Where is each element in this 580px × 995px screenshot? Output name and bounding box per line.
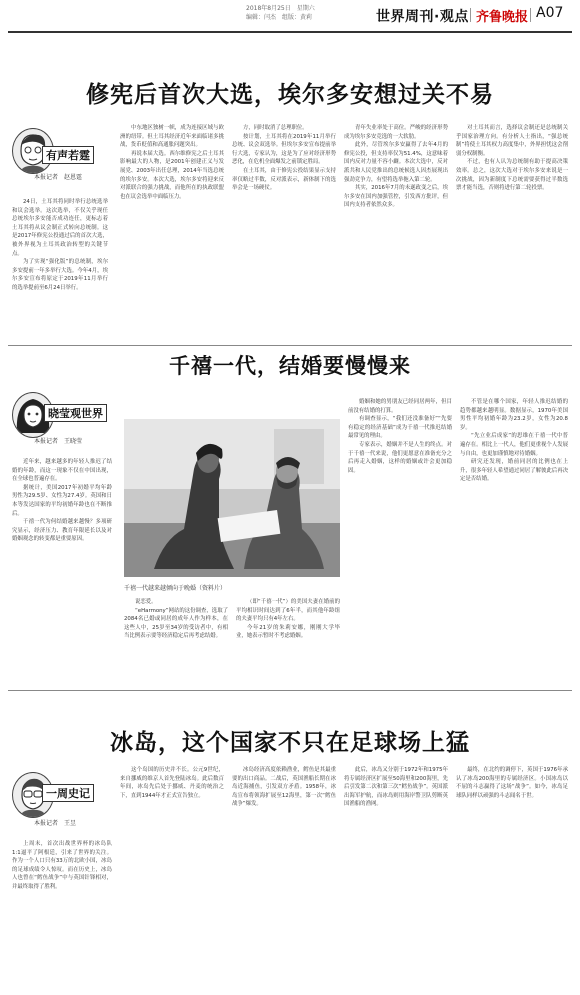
article-body-column [124,598,228,676]
paragraph: 为了实现“强化版”的总统制，埃尔多安提前一年多举行大选。今年4月，埃尔多安宣布将原定于2019年11月举行的选举提前至6月24日举行。 [12,259,108,291]
article-headline: 修宪后首次大选，埃尔多安想过关不易 [86,82,494,108]
article-body-column [120,766,224,990]
article-body-column [460,398,568,676]
paragraph: 婚姻和她的男朋友已经同居两年，但目前没有结婚的打算。 [348,399,452,414]
article-body-column [232,124,336,334]
columnist-block [12,390,122,450]
byline: 本报记者 赵恩霆 [34,174,83,181]
issue-date: 2018年8月25日 星期六 [246,5,315,12]
paragraph: 24日，土耳其将同时举行总统选举和议会选举。这次选举，不仅关乎现任总统埃尔多安能否成功连任，更标志着土耳其将从议会制正式转向总统制。这是2017年修宪公投通过后的首次大选，被外界视为土耳其政治转型的关键节点。 [12,199,108,257]
article-body-column [456,124,568,334]
page-meta [246,4,374,22]
columnist-block [12,124,112,184]
paragraph: 说恋爱。 [135,599,157,605]
paragraph: 冰岛经济高度依赖渔业，鳕鱼是其最重要的出口商品。二战后，英国渔船长期在冰岛近海捕鱼，引发双方矛盾。1958年，冰岛宣布将领海扩展至12海里，第一次“鳕鱼战争”爆发。 [232,767,336,808]
article-photo [124,419,340,577]
article-headline: 冰岛，这个国家不只在足球场上猛 [110,730,470,756]
paragraph: 不管是在哪个国家，年轻人推迟结婚的趋势都越来越明显。数据显示，1970年美国男性平均初婚年龄为23.2岁，女性为20.8岁。 [460,399,568,431]
columnist-block [12,770,112,832]
article-body-column [456,766,568,990]
paragraph: “eHarmony”网站的这份调查，选取了2084名已婚或同居的成年人作为样本，在这些人中，25岁至34岁的受访者中，有相当比例表示要等经济稳定后再考虑结婚。 [124,607,228,640]
byline: 本报记者 王晓莹 [34,438,83,445]
paragraph: 青年失业率处于高位。严峻的经济形势成为埃尔多安竞选的一大软肋。 [344,125,448,140]
article-body-column [120,124,224,334]
column-name: 有声若霆 [42,146,94,164]
paragraph: “先立业后成家”的思维在千禧一代中普遍存在。相比上一代人，他们更重视个人发展与自由，也更加谨慎地对待婚姻。 [460,433,568,457]
article-body-column [12,458,112,670]
paragraph: 此外，尽管埃尔多安赢得了去年4月的修宪公投，但支持率仅为51.4%，这意味着国内反对力量不容小觑。本次大选中，反对派共和人民党推出的总统候选人因杰展现出强劲竞争力，有望将选举拖入第二轮。 [344,142,448,183]
paragraph: 千禧一代为何结婚越来越慢？多项研究显示，经济压力、教育年限延长以及对婚姻观念的转变都是重要原因。 [12,519,112,543]
header-rule [8,31,572,33]
paragraph: 专家表示，婚姻并不是人生的终点。对于千禧一代来说，他们更愿意在准备充分之后再走入婚姻，这样的婚姻或许会更加稳固。 [348,441,452,474]
column-name: 一周史记 [42,784,94,802]
paragraph: 在土耳其，由于修宪公投结果显示支持率仅略过半数，反对派表示，新体制下的选举会是一场硬仗。 [232,167,336,192]
article-body-column [12,198,108,326]
header-divider [470,8,471,22]
photo-caption: 千禧一代越来越倾向于晚婚（资料片） [124,585,227,592]
paragraph: 中东地区独树一帜，成为连接区域与欧洲的纽带。但土耳其经济近年来面临诸多挑战，货币贬值和高通胀问题突出。 [120,125,224,149]
article-body-column [344,124,448,334]
article-body-column [236,598,340,676]
paragraph: 今年21岁的朱莉安娜，刚刚大学毕业，她表示暂时不考虑婚姻。 [236,624,340,640]
paragraph: 近年来，越来越多的年轻人推迟了结婚的年龄，而这一现象不仅在中国出现，在全球也普遍存在。 [12,459,112,483]
article-headline: 千禧一代，结婚要慢慢来 [169,354,411,378]
section-title: 世界周刊·观点 [376,9,469,25]
paragraph: 其实，2016年7月的未遂政变之后，埃尔多安在国内加强管控，引发西方批评，但国内支持者依然众多。 [344,185,448,209]
paragraph: 据统计，美国2017年初婚平均年龄男性为29.5岁、女性为27.4岁。英国和日本等发达国家的平均初婚年龄也在不断推后。 [12,484,112,517]
paragraph: 研究还发现，婚前同居的比例也在上升，很多年轻人希望通过同居了解彼此后再决定是否结婚。 [460,459,568,483]
paragraph: 方，同时取消了总理职位。 [243,125,308,131]
article-body-column [12,840,112,990]
page-number: A07 [536,5,564,21]
article-body-column [348,398,452,676]
article-body-column [344,766,448,990]
byline: 本报记者 王昱 [34,820,77,827]
section-divider [8,690,572,691]
column-name: 晓莹观世界 [44,404,107,422]
paragraph: 这个岛国的历史并不长。公元9世纪，来自挪威的维京人首先登陆冰岛。此后数百年间，冰岛先后处于挪威、丹麦的统治之下，直到1944年才正式宣告独立。 [120,767,224,799]
paragraph: 有调查显示，“我们还没准备好”“先要有稳定的经济基础”成为千禧一代推迟结婚最常见的理由。 [348,416,452,440]
paragraph: 上周末，首次出战世界杯的冰岛队1:1逼平了阿根廷，引来了世界的关注。作为一个人口只有33万的北欧小国，冰岛的足球成绩令人惊叹。而在历史上，冰岛人也曾在“鳕鱼战争”中与英国针锋相对，并最终取得了胜利。 [12,841,112,890]
article-body-column [232,766,336,990]
paragraph: 最终，在北约的调停下，英国于1976年承认了冰岛200海里的专属经济区。小国冰岛以不屈的斗志赢得了这场“战争”。如今，冰岛足球队同样以顽强的斗志闻名于世。 [456,767,568,799]
brand-logo: 齐鲁晚报 [476,10,529,25]
paragraph: 按计划，土耳其将在2019年11月举行总统、议会双选举。但埃尔多安宣布提前举行大选，专家认为，这是为了应对经济形势恶化，在危机全面爆发之前锁定胜局。 [232,133,336,166]
section-divider [8,345,572,346]
paragraph: （即“千禧一代”）的美国夫妻在婚前的平均相识时间达到了6年半，而其他年龄组的夫妻平均只有4年左右。 [236,599,340,623]
editors-line: 编辑：闫杰 组版：黄莉 [246,14,313,21]
header-divider [530,8,531,22]
paragraph: 不过，也有人认为总统制有助于提高决策效率。总之，这次大选对于埃尔多安来说是一次挑战，因为新制度下总统需要获得过半数选票才能当选，否则将进行第二轮投票。 [456,159,568,192]
paragraph: 再说本届大选。西尔维修宪之后土耳其影响最大的人物，是2001年创建正义与发展党、2003年出任总理，2014年当选总统的埃尔多安。本次大选，埃尔多安将迎来反对派联合的强力挑战，而他所在的执政联盟也在议会选举中面临压力。 [120,150,224,200]
paragraph: 对土耳其而言，选择议会制还是总统制关乎国家治理方向。有分析人士指出，“强总统制”将使土耳其权力高度集中，外界担忧这会削弱分权制衡。 [456,125,568,157]
paragraph: 此后，冰岛又分别于1972年和1975年将专属经济区扩展至50海里和200海里，先后引发第二次和第三次“鳕鱼战争”。英国派出海军护航，而冰岛则用海岸警卫队剪断英国渔船的渔网。 [344,767,448,808]
